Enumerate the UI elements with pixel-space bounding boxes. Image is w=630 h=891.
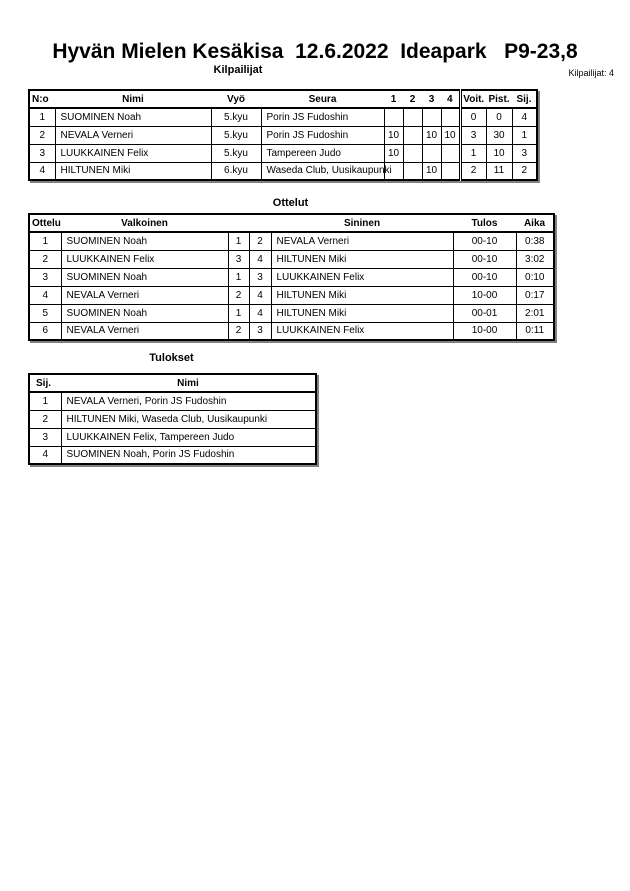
col-header-round4: 4 [441, 90, 460, 108]
cell-nimi: SUOMINEN Noah [55, 108, 211, 126]
cell-seura: Porin JS Fudoshin [261, 126, 384, 144]
cell-seura: Waseda Club, Uusikaupunki [261, 162, 384, 180]
cell-blue-no: 2 [249, 232, 271, 250]
cell-match-no: 6 [29, 322, 61, 340]
table-row [29, 286, 554, 304]
cell-sij: 4 [29, 446, 61, 464]
col-header-vyo: Vyö [211, 90, 261, 108]
cell-voit: 2 [460, 162, 486, 180]
cell-sij: 3 [512, 144, 537, 162]
cell-white: NEVALA Verneri [61, 322, 228, 340]
cell-match-no: 5 [29, 304, 61, 322]
cell-no: 1 [29, 108, 55, 126]
col-header-sij: Sij. [29, 374, 61, 392]
cell-nimi: LUUKKAINEN Felix [55, 144, 211, 162]
col-header-nimi: Nimi [55, 90, 211, 108]
col-header-seura: Seura [261, 90, 384, 108]
cell-pist: 0 [486, 108, 512, 126]
cell-sij: 4 [512, 108, 537, 126]
cell-white: LUUKKAINEN Felix [61, 250, 228, 268]
cell-white: SUOMINEN Noah [61, 268, 228, 286]
cell-nimi: SUOMINEN Noah, Porin JS Fudoshin [61, 446, 316, 464]
cell-seura: Porin JS Fudoshin [261, 108, 384, 126]
cell-voit: 0 [460, 108, 486, 126]
cell-round2 [403, 108, 422, 126]
cell-blue: HILTUNEN Miki [271, 304, 453, 322]
col-header-aika: Aika [516, 214, 554, 232]
kilpailijat-header-row [29, 90, 537, 108]
cell-round4 [441, 144, 460, 162]
cell-vyo: 5.kyu [211, 108, 261, 126]
cell-white-no: 2 [228, 322, 249, 340]
cell-round2 [403, 162, 422, 180]
table-row [29, 428, 316, 446]
cell-tulos: 00-10 [453, 250, 516, 268]
cell-pist: 11 [486, 162, 512, 180]
cell-voit: 3 [460, 126, 486, 144]
cell-white-no: 1 [228, 268, 249, 286]
cell-round4: 10 [441, 126, 460, 144]
cell-tulos: 10-00 [453, 322, 516, 340]
cell-blue: NEVALA Verneri [271, 232, 453, 250]
table-row [29, 268, 554, 286]
cell-nimi: LUUKKAINEN Felix, Tampereen Judo [61, 428, 316, 446]
cell-round1: 10 [384, 126, 403, 144]
cell-pist: 10 [486, 144, 512, 162]
table-row [29, 410, 316, 428]
cell-white-no: 1 [228, 304, 249, 322]
col-header-tulos: Tulos [453, 214, 516, 232]
table-row [29, 232, 554, 250]
cell-match-no: 4 [29, 286, 61, 304]
col-header-round3: 3 [422, 90, 441, 108]
cell-round4 [441, 162, 460, 180]
cell-vyo: 5.kyu [211, 144, 261, 162]
col-header-pist: Pist. [486, 90, 512, 108]
cell-round2 [403, 144, 422, 162]
cell-white-no: 3 [228, 250, 249, 268]
cell-white-no: 2 [228, 286, 249, 304]
cell-nimi: NEVALA Verneri, Porin JS Fudoshin [61, 392, 316, 410]
cell-aika: 2:01 [516, 304, 554, 322]
col-header-round2: 2 [403, 90, 422, 108]
col-header-no: N:o [29, 90, 55, 108]
cell-no: 2 [29, 126, 55, 144]
competitors-count-label: Kilpailijat: 4 [568, 68, 614, 78]
tulokset-heading: Tulokset [149, 352, 194, 364]
tulokset-header-row [29, 374, 316, 392]
cell-seura: Tampereen Judo [261, 144, 384, 162]
cell-aika: 0:38 [516, 232, 554, 250]
table-row [29, 144, 537, 162]
cell-no: 4 [29, 162, 55, 180]
page-title: Hyvän Mielen Kesäkisa 12.6.2022 Ideapark P9-23,8 [52, 40, 578, 63]
cell-tulos: 00-10 [453, 232, 516, 250]
cell-blue: LUUKKAINEN Felix [271, 268, 453, 286]
col-header-blue-no [249, 214, 271, 232]
cell-sij: 1 [512, 126, 537, 144]
cell-blue-no: 3 [249, 322, 271, 340]
col-header-white-no [228, 214, 249, 232]
cell-sij: 3 [29, 428, 61, 446]
cell-tulos: 00-10 [453, 268, 516, 286]
cell-white-no: 1 [228, 232, 249, 250]
table-row [29, 126, 537, 144]
cell-tulos: 00-01 [453, 304, 516, 322]
cell-vyo: 6.kyu [211, 162, 261, 180]
ottelut-header-row [29, 214, 554, 232]
cell-aika: 0:10 [516, 268, 554, 286]
col-header-valkoinen: Valkoinen [61, 214, 228, 232]
cell-round2 [403, 126, 422, 144]
cell-pist: 30 [486, 126, 512, 144]
cell-blue-no: 4 [249, 304, 271, 322]
cell-round1 [384, 108, 403, 126]
cell-round3 [422, 108, 441, 126]
cell-round1: 10 [384, 144, 403, 162]
table-row [29, 304, 554, 322]
cell-no: 3 [29, 144, 55, 162]
cell-white: SUOMINEN Noah [61, 232, 228, 250]
cell-sij: 2 [512, 162, 537, 180]
cell-blue: LUUKKAINEN Felix [271, 322, 453, 340]
cell-nimi: HILTUNEN Miki, Waseda Club, Uusikaupunki [61, 410, 316, 428]
cell-aika: 0:17 [516, 286, 554, 304]
col-header-nimi: Nimi [61, 374, 316, 392]
cell-blue: HILTUNEN Miki [271, 286, 453, 304]
cell-match-no: 2 [29, 250, 61, 268]
cell-nimi: HILTUNEN Miki [55, 162, 211, 180]
ottelut-table [28, 213, 555, 341]
cell-nimi: NEVALA Verneri [55, 126, 211, 144]
cell-round3 [422, 144, 441, 162]
col-header-sininen: Sininen [271, 214, 453, 232]
tulokset-table [28, 373, 317, 465]
cell-round4 [441, 108, 460, 126]
cell-white: SUOMINEN Noah [61, 304, 228, 322]
cell-voit: 1 [460, 144, 486, 162]
table-row [29, 162, 537, 180]
table-row [29, 250, 554, 268]
table-row [29, 322, 554, 340]
cell-round3: 10 [422, 162, 441, 180]
cell-vyo: 5.kyu [211, 126, 261, 144]
kilpailijat-heading: Kilpailijat [213, 64, 263, 76]
table-row [29, 392, 316, 410]
cell-aika: 3:02 [516, 250, 554, 268]
col-header-round1: 1 [384, 90, 403, 108]
cell-white: NEVALA Verneri [61, 286, 228, 304]
table-row [29, 108, 537, 126]
col-header-ottelu: Ottelu [29, 214, 61, 232]
cell-blue-no: 3 [249, 268, 271, 286]
cell-blue-no: 4 [249, 250, 271, 268]
cell-match-no: 3 [29, 268, 61, 286]
cell-blue-no: 4 [249, 286, 271, 304]
table-row [29, 446, 316, 464]
cell-aika: 0:11 [516, 322, 554, 340]
cell-sij: 2 [29, 410, 61, 428]
col-header-sij: Sij. [512, 90, 537, 108]
ottelut-heading: Ottelut [272, 197, 309, 209]
kilpailijat-table [28, 89, 538, 181]
cell-sij: 1 [29, 392, 61, 410]
cell-round3: 10 [422, 126, 441, 144]
col-header-voit: Voit. [460, 90, 486, 108]
cell-match-no: 1 [29, 232, 61, 250]
cell-blue: HILTUNEN Miki [271, 250, 453, 268]
cell-tulos: 10-00 [453, 286, 516, 304]
